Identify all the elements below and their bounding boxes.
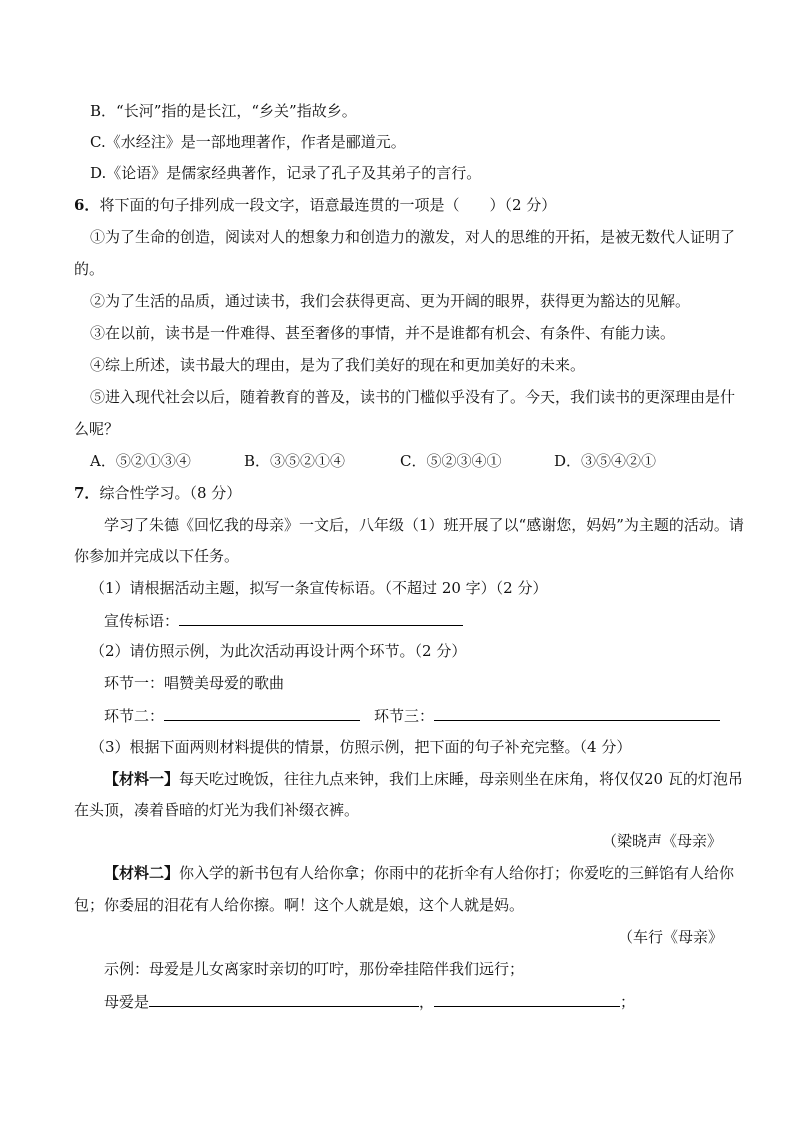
material-1-source: （梁晓声《母亲》 [602, 832, 723, 850]
example-sentence: 示例：母爱是儿女离家时亲切的叮咛，那份牵挂陪伴我们远行； [104, 960, 525, 978]
slogan-blank[interactable] [179, 610, 463, 626]
q7-link-1: 环节一：唱赞美母爱的歌曲 [104, 674, 285, 692]
answer-row [104, 991, 635, 1012]
q7-slogan-row [104, 610, 463, 631]
link-2-blank[interactable] [164, 705, 360, 721]
q6-sentence-2: ②为了生活的品质，通过读书，我们会获得更高、更为开阔的眼界，获得更为豁达的见解。 [90, 292, 691, 310]
q5-option-d: D.《论语》是儒家经典著作，记录了孔子及其弟子的言行。 [90, 164, 482, 182]
q6-option-c: C．⑤②③④① [400, 452, 502, 470]
q6-sentence-1-cont: 的。 [74, 260, 105, 278]
material-2-cont: 包；你委屈的泪花有人给你擦。啊！这个人就是娘，这个人就是妈。 [74, 896, 525, 914]
q6-sentence-5: ⑤进入现代社会以后，随着教育的普及，读书的门槛似乎没有了。今天，我们读书的更深理由是什 [90, 388, 736, 406]
q6-stem-text: 将下面的句子排列成一段文字，语意最连贯的一项是（ ）（2 分） [99, 196, 557, 214]
q7-intro-cont: 你参加并完成以下任务。 [74, 547, 240, 565]
q6-stem [74, 195, 556, 215]
link-3-blank[interactable] [434, 705, 720, 721]
answer-label: 母爱是 [104, 993, 150, 1011]
material-2-tag: 【材料二】 [104, 864, 180, 882]
q7-stem-text: 综合性学习。（8 分） [99, 484, 242, 502]
q7-link-row [104, 705, 720, 726]
q6-sentence-1: ①为了生命的创造，阅读对人的想象力和创造力的激发，对人的思维的开拓，是被无数代人证明了 [90, 228, 736, 246]
q5-option-b: B．“长河”指的是长江，“乡关”指故乡。 [90, 102, 357, 120]
q7-number: 7． [74, 484, 100, 502]
material-2-source: （车行《母亲》 [618, 928, 724, 946]
q7-task-3: （3）根据下面两则材料提供的情景，仿照示例，把下面的句子补充完整。（4 分） [90, 738, 632, 756]
q6-option-b: B．③⑤②①④ [244, 452, 346, 470]
q7-intro: 学习了朱德《回忆我的母亲》一文后，八年级（1）班开展了以“感谢您，妈妈”为主题的活动。请 [104, 516, 744, 534]
q5-option-c: C.《水经注》是一部地理著作，作者是郦道元。 [90, 133, 406, 151]
q7-task-2: （2）请仿照示例，为此次活动再设计两个环节。（2 分） [90, 642, 467, 660]
q7-stem [74, 483, 241, 503]
q6-number: 6． [74, 196, 100, 214]
material-1-text: 每天吃过晚饭，往往九点来钟，我们上床睡，母亲则坐在床角，将仅仅20 瓦的灯泡吊 [179, 770, 743, 788]
q6-option-a: A．⑤②①③④ [90, 452, 191, 470]
answer-comma: ， [419, 993, 435, 1011]
answer-blank-1[interactable] [149, 991, 419, 1007]
material-1-tag: 【材料一】 [104, 770, 180, 788]
link-2-label: 环节二： [104, 707, 165, 725]
q6-option-d: D．③⑤④②① [554, 452, 657, 470]
q6-sentence-5-cont: 么呢？ [74, 420, 120, 438]
material-1 [104, 769, 743, 789]
q6-sentence-3: ③在以前，读书是一件难得、甚至奢侈的事情，并不是谁都有机会、有条件、有能力读。 [90, 324, 676, 342]
q7-task-1: （1）请根据活动主题，拟写一条宣传标语。（不超过 20 字）（2 分） [90, 579, 548, 597]
material-2 [104, 863, 734, 883]
slogan-label: 宣传标语： [104, 612, 180, 630]
link-3-label: 环节三： [374, 707, 435, 725]
material-1-cont: 在头顶，凑着昏暗的灯光为我们补缀衣裤。 [74, 801, 360, 819]
answer-blank-2[interactable] [434, 991, 620, 1007]
material-2-text: 你入学的新书包有人给你拿；你雨中的花折伞有人给你打；你爱吃的三鲜馅有人给你 [179, 864, 735, 882]
answer-semicolon: ； [620, 993, 636, 1011]
q6-sentence-4: ④综上所述，读书最大的理由，是为了我们美好的现在和更加美好的未来。 [90, 356, 586, 374]
